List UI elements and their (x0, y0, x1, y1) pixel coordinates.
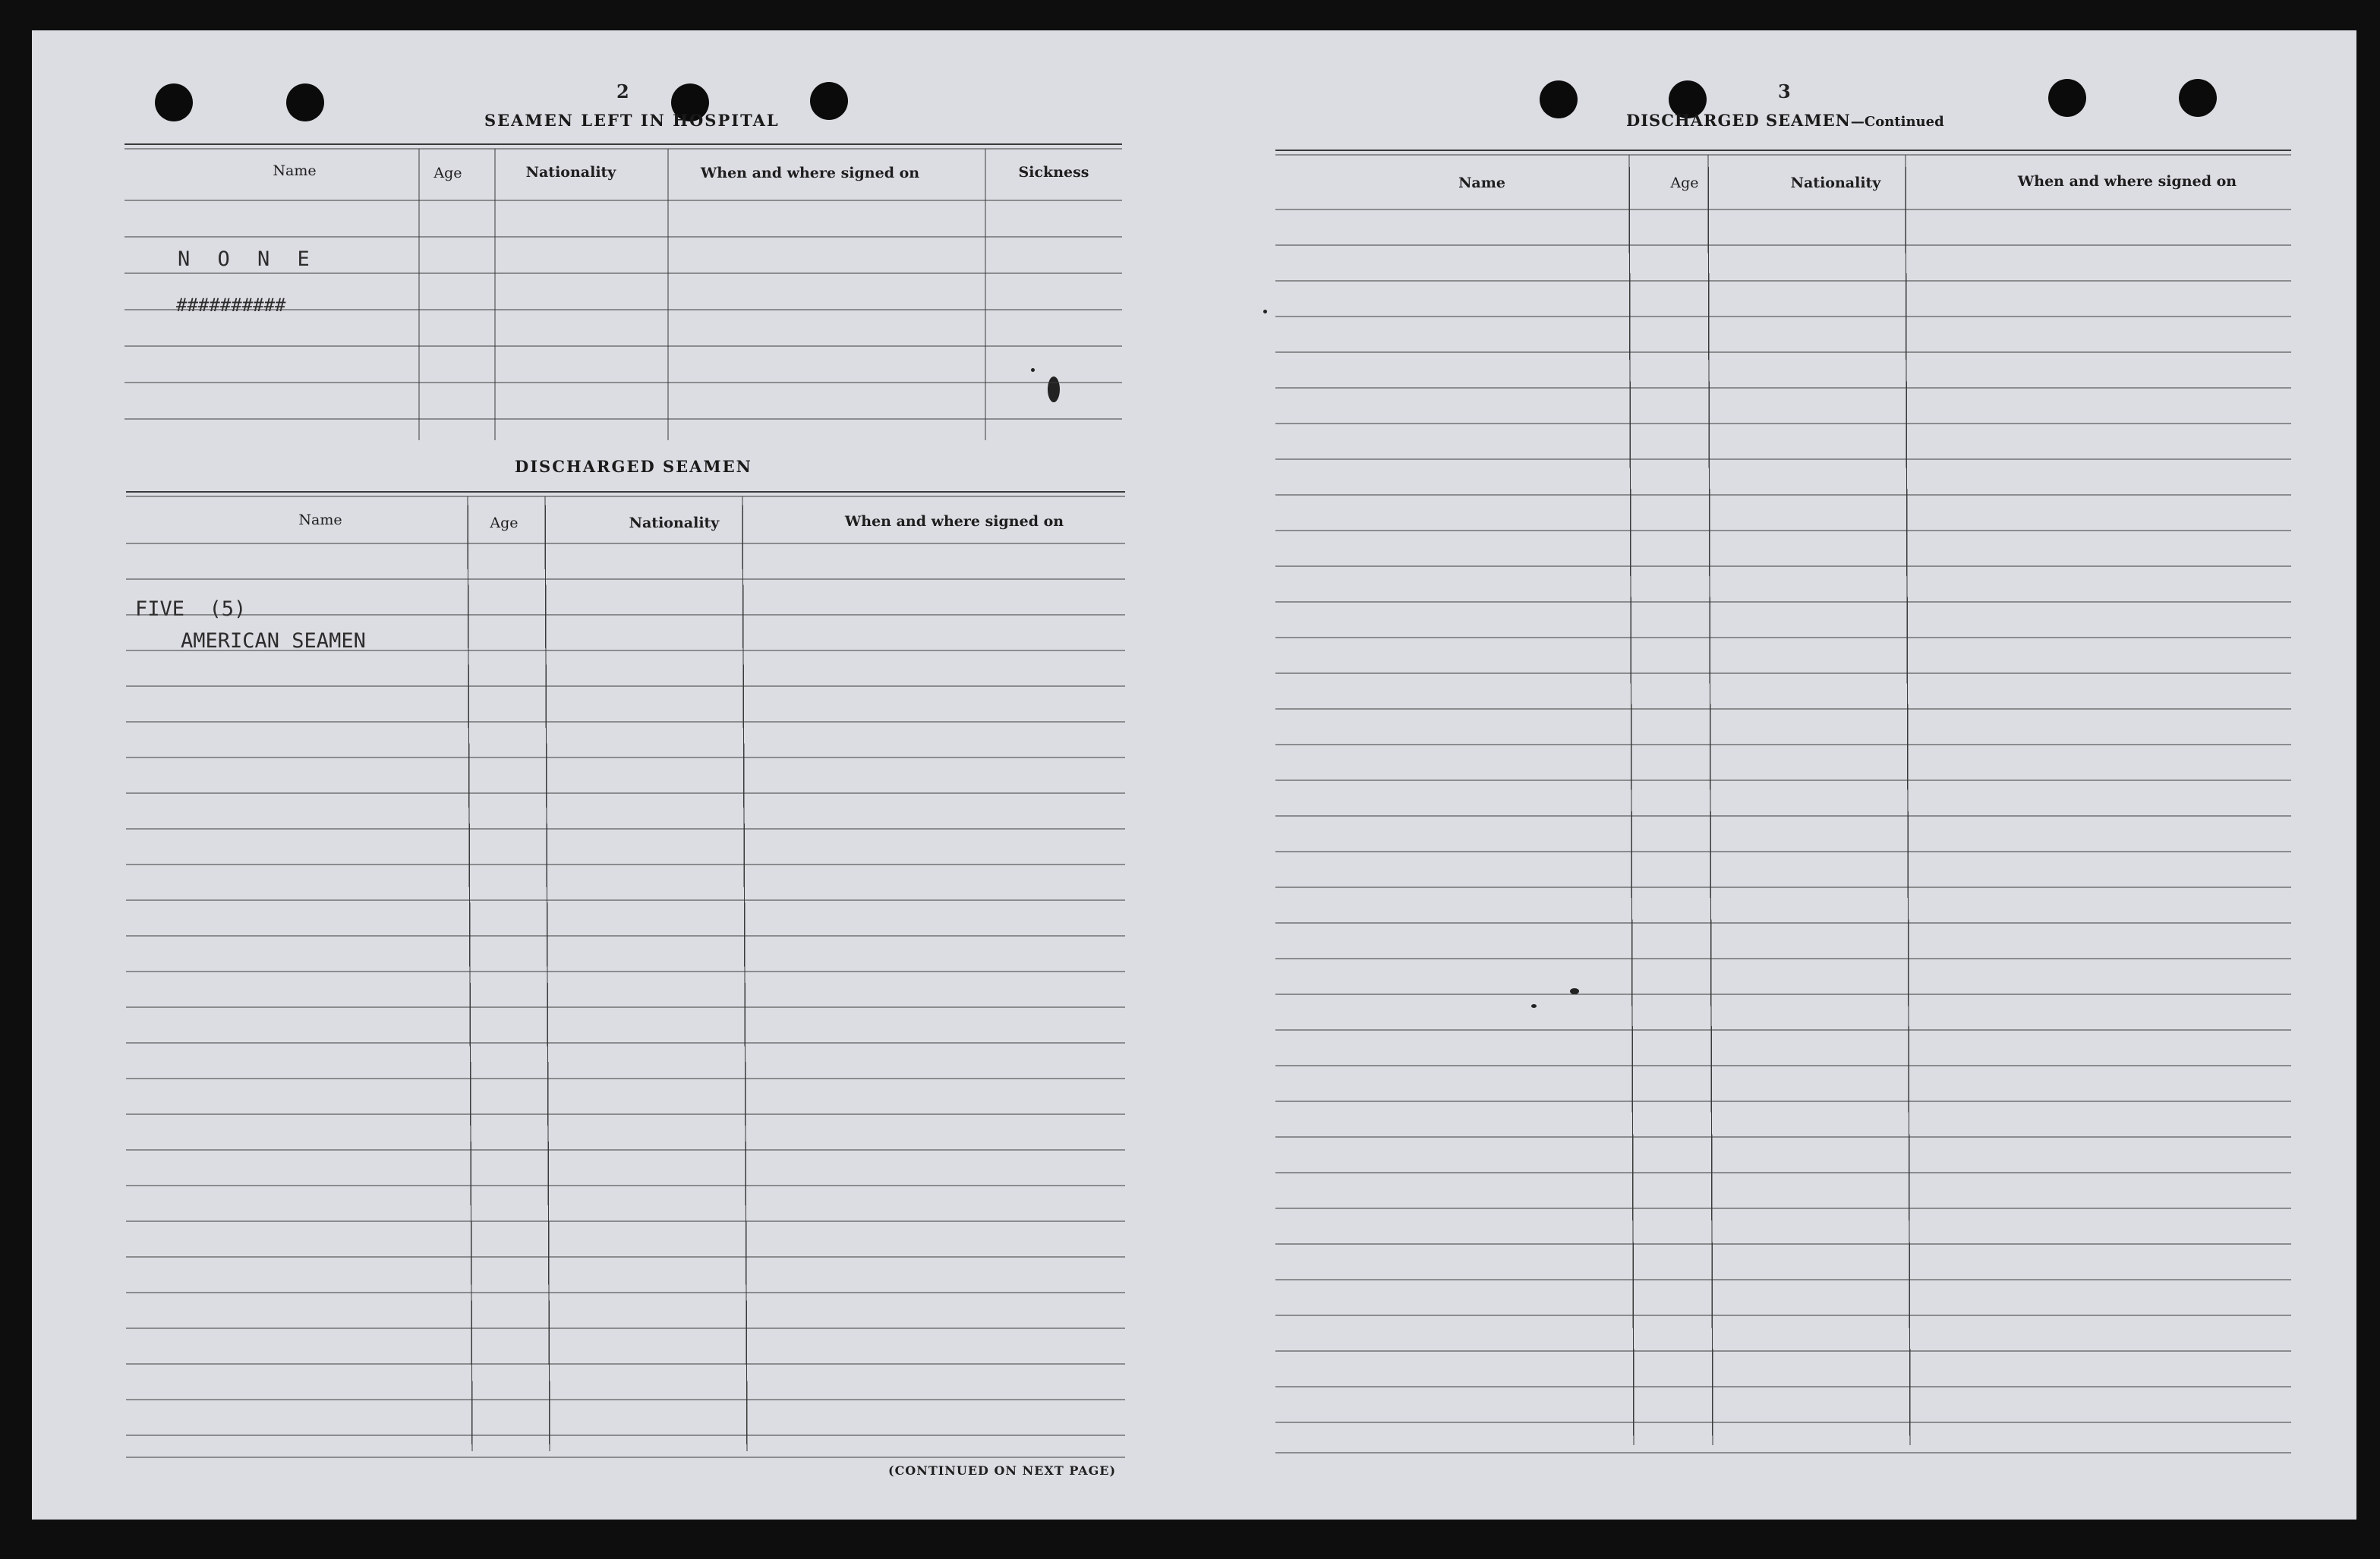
hospital-col-signed-on: When and where signed on (700, 165, 920, 181)
page-number-right: 3 (1778, 80, 1791, 102)
right-col-age: Age (1670, 175, 1699, 191)
page-number-left: 2 (616, 80, 629, 102)
punch-hole (155, 83, 193, 121)
right-section-title (1626, 111, 1944, 130)
right-col-nationality: Nationality (1790, 175, 1881, 191)
document-sheet (32, 30, 2356, 1520)
discharged-section-title: DISCHARGED SEAMEN (515, 457, 752, 476)
discharged-col-signed-on: When and where signed on (844, 513, 1064, 530)
hospital-col-name: Name (273, 162, 317, 179)
continued-footer: (CONTINUED ON NEXT PAGE) (888, 1463, 1117, 1478)
discharged-entry-line1: FIVE (5) (135, 597, 247, 621)
ink-speck (1031, 368, 1035, 372)
hospital-section-title: SEAMEN LEFT IN HOSPITAL (484, 111, 780, 130)
hospital-col-nationality: Nationality (525, 164, 616, 181)
punch-hole (2179, 79, 2217, 117)
hospital-entry-strikeout: ########## (176, 294, 286, 316)
punch-hole (1540, 80, 1578, 118)
discharged-col-nationality: Nationality (629, 515, 720, 531)
punch-hole (810, 82, 848, 120)
right-title-suffix: —Continued (1850, 114, 1944, 130)
ink-speck (1570, 988, 1579, 994)
ink-blot (1048, 376, 1060, 402)
right-col-name: Name (1458, 175, 1505, 191)
punch-hole (286, 83, 324, 121)
punch-hole (2048, 79, 2086, 117)
right-title-main: DISCHARGED SEAMEN (1626, 111, 1851, 130)
ink-speck (1531, 1004, 1537, 1008)
ink-speck (1263, 310, 1267, 313)
discharged-entry-line2: AMERICAN SEAMEN (181, 629, 366, 653)
hospital-col-sickness: Sickness (1018, 164, 1089, 181)
discharged-col-age: Age (490, 515, 519, 531)
hospital-col-age: Age (433, 165, 462, 181)
discharged-col-name: Name (298, 512, 342, 528)
hospital-entry-none: N O N E (178, 247, 317, 271)
right-col-signed-on: When and where signed on (2017, 173, 2237, 190)
